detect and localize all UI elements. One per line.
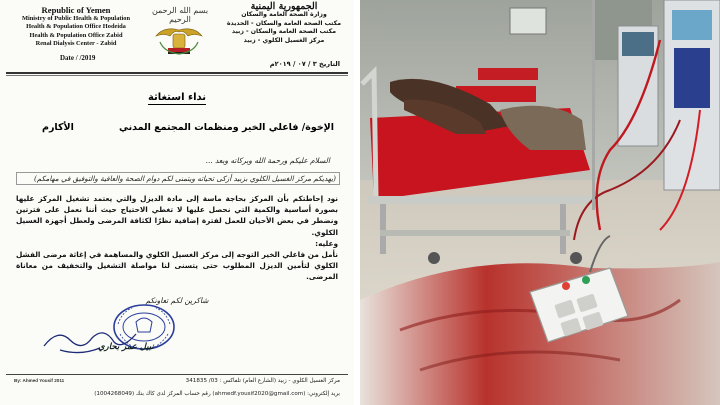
iv-pole	[592, 0, 595, 210]
date-english: Date / /2019	[60, 54, 96, 62]
bed-frame	[380, 204, 386, 254]
bed-wheel	[570, 252, 582, 264]
appeal-title	[0, 92, 354, 103]
header-en-line: Health & Population Office Hodeida	[26, 23, 126, 31]
greeting: السلام عليكم ورحمة الله وبركاته وبعد ...	[205, 156, 330, 165]
footer-author: By: Ahmed Yousif 2011	[14, 378, 65, 383]
signer-name: نبيل عمر بحاري	[98, 342, 154, 352]
date-arabic: التاريخ ٣ / ٠٧ / ٢٠١٩م	[269, 60, 340, 68]
bed-frame	[380, 230, 570, 236]
wish-box: (يهديكم مركز الغسيل الكلوي بزبيد أزكى تحياته ويتمنى لكم دوام الصحة والعافية والتوفيق في مهامكم)	[16, 172, 340, 185]
honorific: الأكارم	[42, 122, 74, 133]
footer-address: مركز الغسيل الكلوي - زبيد (الشارع العام) تلفاكس : 03/ 341835	[185, 378, 340, 384]
footer-divider	[6, 374, 348, 375]
header-arabic	[220, 3, 348, 45]
machine-screen	[672, 10, 712, 40]
header-ar-line: مكتب الصحة العامة والسكان - الحديدة	[226, 19, 342, 27]
addressee: الإخوة/ فاعلي الخير ومنظمات المجتمع المدني	[118, 122, 334, 133]
appeal-letter	[0, 0, 354, 405]
machine-panel	[674, 48, 710, 108]
letter-body	[16, 193, 338, 283]
footer-email: بريد إلكتروني: (ahmedf.yousif2020@gmail.com) رقم حساب المركز لدى كاك بنك (1004268049)	[94, 391, 340, 397]
header-en-line: Health & Population Office Zabid	[29, 31, 123, 39]
header-ar-line: وزارة الصحة العامة والسكان	[241, 11, 327, 19]
header-en-line: Ministry of Public Health & Population	[21, 14, 131, 22]
header-ar-line: مكتب الصحة العامة والسكان - زبيد	[231, 28, 337, 36]
signature-icon	[40, 320, 150, 360]
paragraph: نود إحاطتكم بأن المركز بحاجة ماسة إلى مادة الديزل والتي يعتمد تشغيل المركز عليها بصورة أساسية والكمية التي نحصل عليها لا تغطي الاحتياج حيث أننا نعمل على فترتين ونضطر في بعض الأحيان للعمل لفترة إضافية نظرًا لكثافة المرضى ولعطل أجهزة الغسيل الكلوي.	[16, 194, 338, 237]
bed-frame	[560, 204, 566, 254]
window	[510, 8, 546, 34]
bed-frame	[368, 196, 598, 204]
remote-button-red	[562, 282, 570, 290]
header-en-line: Renal Dialysis Center - Zabid	[35, 40, 117, 48]
basmala: بسم الله الرحمن الرحيم	[151, 6, 209, 24]
header-ar-line: مركز الغسيل الكلوي - زبيد	[243, 36, 325, 44]
appeal-title-text: نداء استغاثة	[147, 92, 207, 103]
yemen-emblem-icon	[150, 22, 208, 58]
foreground-blanket	[360, 262, 720, 405]
header-ar-line: الجمهورية اليمنية	[250, 1, 318, 12]
ward-scene	[360, 0, 720, 405]
remote-button-green	[582, 276, 590, 284]
closing: شاكرين لكم تعاونكم	[145, 296, 209, 305]
paragraph: نأمل من فاعلي الخير التوجه إلى مركز الغسيل الكلوي والمساهمة في إغاثة مرضى الفشل الكلوي لتأمين الديزل المطلوب حتى يتسنى لنا مواصلة التشغيل والتخفيف من معاناة المرضى.	[16, 250, 338, 282]
header-en-line: Republic of Yemen	[41, 5, 111, 15]
far-bed	[478, 68, 538, 80]
header-divider-thin	[6, 75, 348, 76]
machine-screen	[622, 32, 654, 56]
bed-wheel	[428, 252, 440, 264]
dialysis-ward-photo	[360, 0, 720, 405]
paragraph: وعليه:	[315, 238, 338, 248]
header-english	[6, 6, 146, 49]
header-divider	[6, 72, 348, 74]
